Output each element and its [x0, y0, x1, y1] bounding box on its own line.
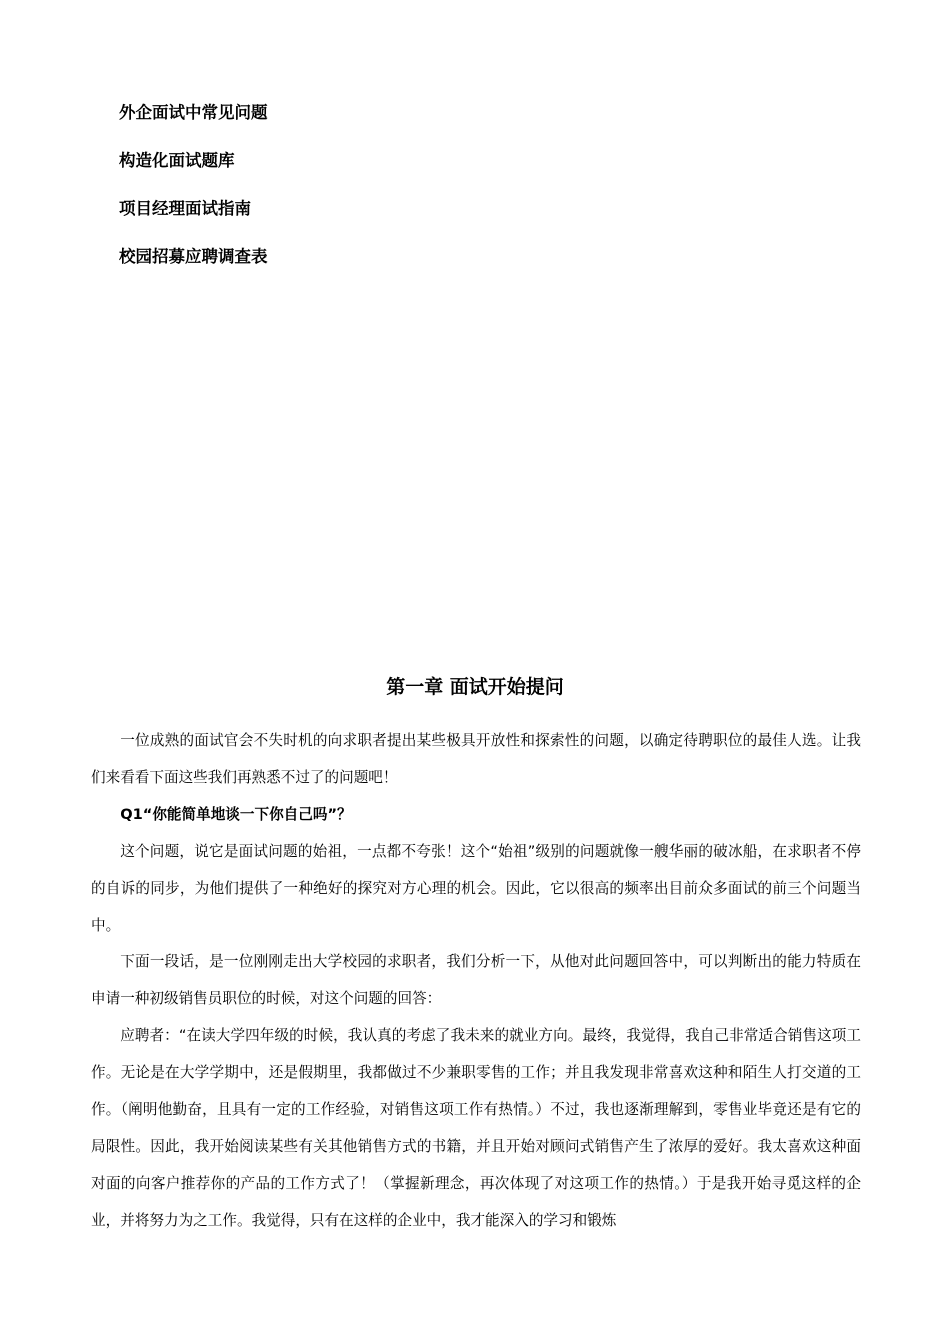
question-heading: Q1“你能简单地谈一下你自己吗”？ — [120, 805, 352, 823]
intro-paragraph: 一位成熟的面试官会不失时机的向求职者提出某些极具开放性和探索性的问题，以确定待聘职位的最佳人选。让我们来看看下面这些我们再熟悉不过了的问题吧！ — [91, 732, 861, 786]
toc-item-project-manager-guide: 项目经理面试指南 — [119, 199, 251, 218]
toc-item-campus-recruitment-survey: 校园招募应聘调查表 — [119, 247, 268, 266]
body-paragraph: 这个问题，说它是面试问题的始祖，一点都不夸张！这个“始祖”级别的问题就像一艘华丽的破冰船，在求职者不停的自诉的同步，为他们提供了一种绝好的探究对方心理的机会。因此，它以很高的频率出目前众多面试的前三个问题当中。 — [91, 842, 861, 934]
chapter-body — [91, 723, 861, 1240]
body-paragraph: 应聘者：“在读大学四年级的时候，我认真的考虑了我未来的就业方向。最终，我觉得，我自己非常适合销售这项工作。无论是在大学学期中，还是假期里，我都做过不少兼职零售的工作；并且我发现非常喜欢这种和陌生人打交道的工作。（阐明他勤奋，且具有一定的工作经验，对销售这项工作有热情。）不过，我也逐渐理解到，零售业毕竟还是有它的局限性。因此，我开始阅读某些有关其他销售方式的书籍，并且开始对顾问式销售产生了浓厚的爱好。我太喜欢这种面对面的向客户推荐你的产品的工作方式了！（掌握新理念，再次体现了对这项工作的热情。）于是我开始寻觅这样的企业，并将努力为之工作。我觉得，只有在这样的企业中，我才能深入的学习和锻炼 — [91, 1027, 861, 1229]
table-of-contents — [119, 98, 519, 290]
toc-item-structured-question-bank: 构造化面试题库 — [119, 151, 235, 170]
body-paragraph: 下面一段话，是一位刚刚走出大学校园的求职者，我们分析一下，从他对此问题回答中，可以判断出的能力特质在申请一种初级销售员职位的时候，对这个问题的回答： — [91, 953, 861, 1008]
chapter-title: 第一章 面试开始提问 — [386, 676, 564, 698]
toc-item-foreign-company-interview: 外企面试中常见问题 — [119, 103, 268, 122]
